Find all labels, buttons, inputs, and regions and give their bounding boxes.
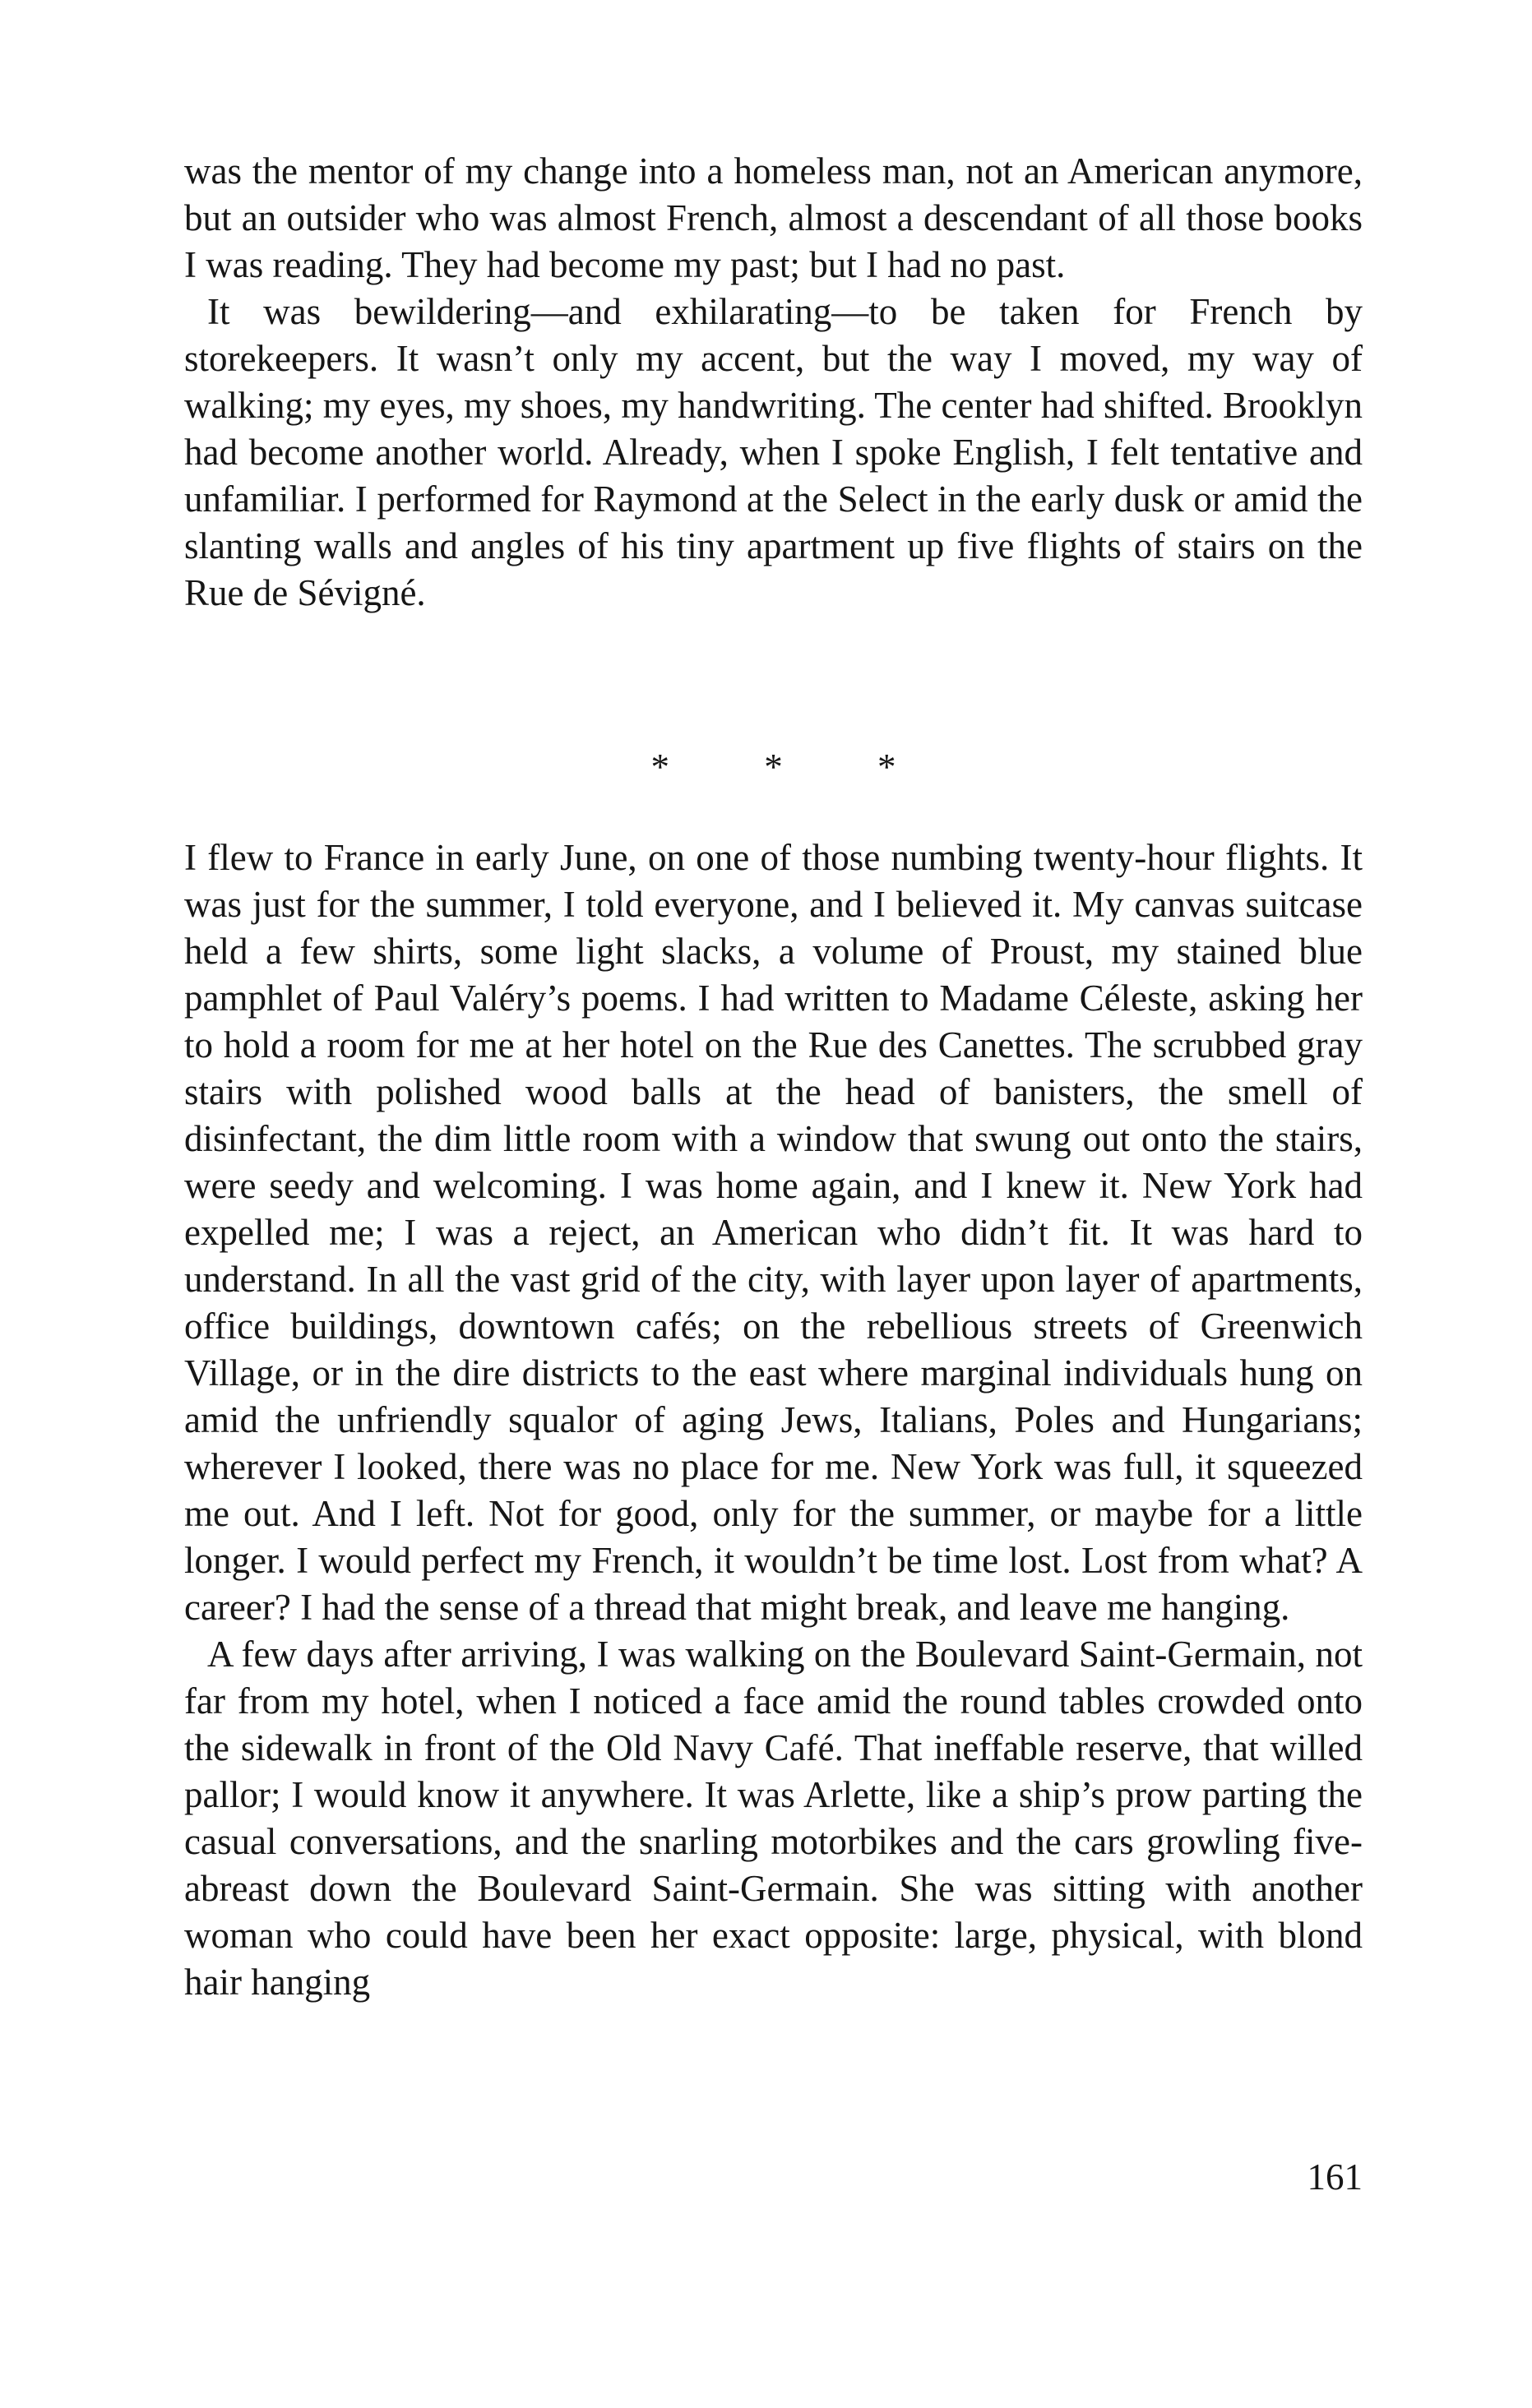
paragraph-few-days-after: A few days after arriving, I was walking on the Boulevard Saint-Germain, not far from my hotel, when I noticed a face amid the round tables crowded onto the sidewalk in front of the Old Navy Café. That ineffable reserve, that willed pallor; I would know it anywhere. It was Arlette, like a ship’s prow parting the casual conversations, and the snarling motorbikes and the cars growling five-abreast down the Boulevard Saint-Germain. She was sitting with another woman who could have been her exact opposite: large, physical, with blond hair hanging [184,1634,1363,2003]
section-one-text [184,148,1363,617]
paragraph-flew-to-france: I flew to France in early June, on one of those numbing twenty-hour flights. It was just for the summer, I told everyone, and I believed it. My canvas suitcase held a few shirts, some light slacks, a volume of Proust, my stained blue pamphlet of Paul Valéry’s poems. I had written to Madame Céleste, asking her to hold a room for me at her hotel on the Rue des Canettes. The scrubbed gray stairs with polished wood balls at the head of banisters, the smell of disinfectant, the dim little room with a window that swung out onto the stairs, were seedy and welcoming. I was home again, and I knew it. New York had expelled me; I was a reject, an American who didn’t fit. It was hard to understand. In all the vast grid of the city, with layer upon layer of apartments, office buildings, downtown cafés; on the rebellious streets of Greenwich Village, or in the dire districts to the east where marginal individuals hung on amid the unfriendly squalor of aging Jews, Italians, Poles and Hungarians; wherever I looked, there was no place for me. New York was full, it squeezed me out. And I left. Not for good, only for the summer, or maybe for a little longer. I would perfect my French, it wouldn’t be time lost. Lost from what? A career? I had the sense of a thread that might break, and leave me hanging. [184,837,1363,1628]
page-number: 161 [1307,2156,1363,2198]
paragraph-continued: was the mentor of my change into a homeless man, not an American anymore, but an outsider who was almost French, almost a descendant of all those books I was reading. They had become my past; but I had no past. [184,150,1363,285]
section-two-text [184,834,1363,2006]
section-break-asterisks: * * * [650,746,939,788]
paragraph-bewildering: It was bewildering—and exhilarating—to be taken for French by storekeepers. It wasn’t only my accent, but the way I moved, my way of walking; my eyes, my shoes, my handwriting. The center had shifted. Brooklyn had become another world. Already, when I spoke English, I felt tentative and unfamiliar. I performed for Raymond at the Select in the early dusk or amid the slanting walls and angles of his tiny apartment up five flights of stairs on the Rue de Sévigné. [184,291,1363,613]
